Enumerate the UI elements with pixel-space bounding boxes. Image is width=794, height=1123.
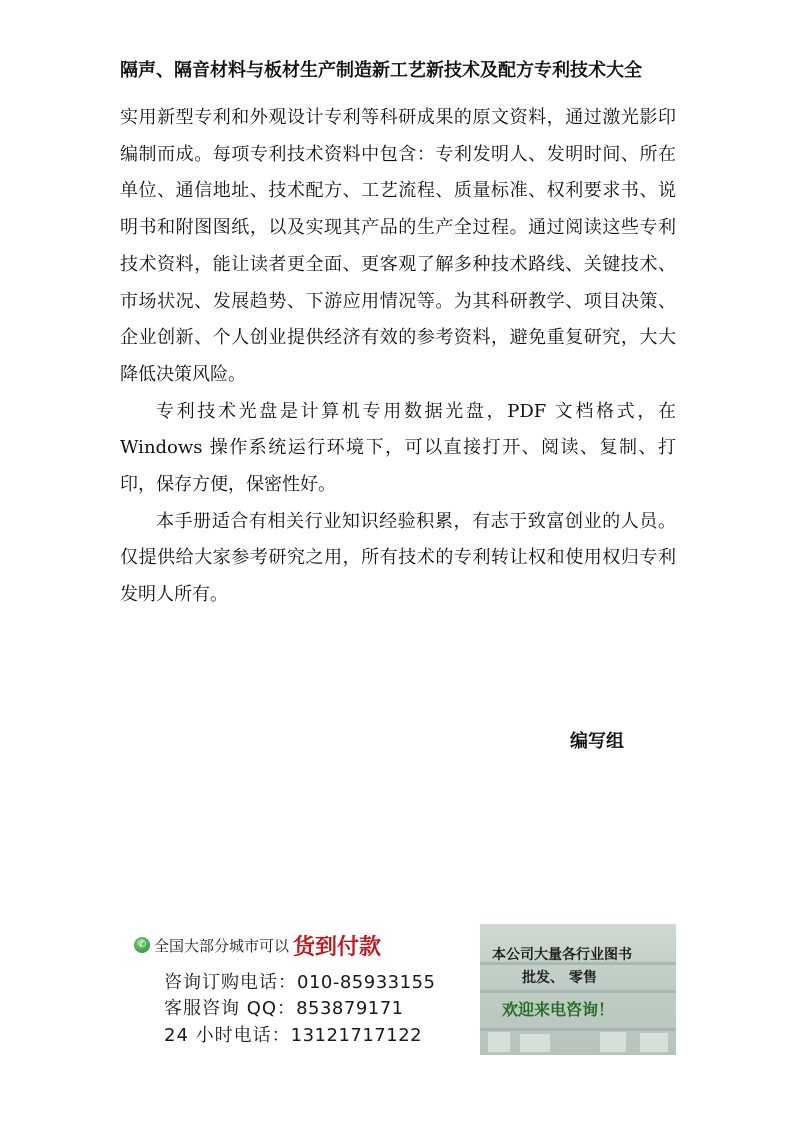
book-decoration (520, 1034, 550, 1052)
wholesale-books-label: 本公司大量各行业图书 (492, 947, 632, 963)
document-title: 隔声、隔音材料与板材生产制造新工艺新技术及配方专利技术大全 (120, 60, 642, 81)
phone-icon: ✆ (134, 937, 150, 953)
document-body (120, 100, 676, 614)
paragraph-intro: 实用新型专利和外观设计专利等科研成果的原文资料，通过激光影印编制而成。每项专利技术资料中包含：专利发明人、发明时间、所在单位、通信地址、技术配方、工艺流程、质量标准、权利要求书、说明书和附图图纸，以及实现其产品的生产全过程。通过阅读这些专利技术资料，能让读者更全面、更客观了解多种技术路线、关键技术、市场状况、发展趋势、下游应用情况等。为其科研教学、项目决策、企业创新、个人创业提供经济有效的参考资料，避免重复研究，大大降低决策风险。 (120, 107, 676, 385)
book-decoration (640, 1033, 668, 1052)
wholesale-advertisement (480, 924, 676, 1055)
book-decoration (488, 1032, 510, 1052)
bookshelf-decoration (480, 1028, 676, 1031)
signature: 编写组 (570, 731, 624, 752)
cod-prefix: 全国大部分城市可以 (154, 936, 290, 955)
hotline-number: 13121717122 (290, 1025, 423, 1046)
hotline-label: 24 小时电话： (164, 1025, 291, 1046)
welcome-call-label: 欢迎来电咨询！ (502, 1000, 615, 1019)
hotline-line (164, 1021, 422, 1047)
bookshelf-decoration (480, 990, 676, 993)
qq-label: 客服咨询 QQ： (164, 998, 297, 1019)
order-phone-label: 咨询订购电话： (164, 972, 297, 993)
cod-banner (134, 930, 381, 960)
contact-advertisement (118, 922, 460, 1056)
qq-line (164, 994, 404, 1020)
wholesale-retail-label: 批发、 零售 (522, 970, 597, 986)
book-decoration (600, 1032, 626, 1052)
qq-number: 853879171 (296, 998, 404, 1019)
paragraph-audience: 本手册适合有相关行业知识经验积累，有志于致富创业的人员。仅提供给大家参考研究之用，所有技术的专利转让权和使用权归专利发明人所有。 (120, 510, 676, 606)
order-phone-number: 010-85933155 (297, 972, 436, 993)
paragraph-disc-format: 专利技术光盘是计算机专用数据光盘，PDF 文档格式，在 Windows 操作系统运行环境下，可以直接打开、阅读、复制、打印，保存方便，保密性好。 (120, 400, 676, 496)
order-phone-line (164, 968, 435, 994)
cash-on-delivery-label: 货到付款 (293, 934, 382, 960)
